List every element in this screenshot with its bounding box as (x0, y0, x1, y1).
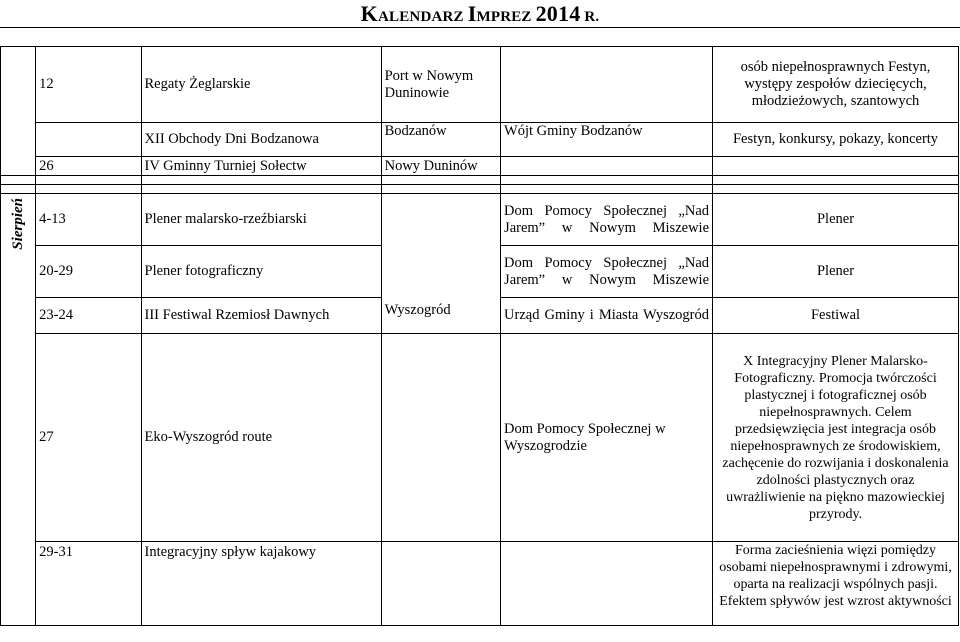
event-organizer (501, 542, 713, 626)
document-header (0, 0, 960, 28)
event-organizer (501, 157, 713, 176)
event-day (36, 123, 141, 157)
event-day: 26 (36, 157, 141, 176)
event-notes: osób niepełnosprawnych Festyn, występy zespołów dziecięcych, młodzieżowych, szantowych (713, 47, 959, 123)
table-row (1, 185, 959, 194)
event-place: Nowy Duninów (381, 157, 500, 176)
event-organizer: Urząd Gminy i Miasta Wyszogród (501, 298, 713, 334)
table-row (1, 334, 959, 542)
event-name: XII Obchody Dni Bodzanowa (141, 123, 381, 157)
table-row (1, 194, 959, 246)
event-organizer: Dom Pomocy Społecznej w Wyszogrodzie (501, 334, 713, 542)
event-name: Eko-Wyszogród route (141, 334, 381, 542)
events-table (0, 46, 959, 626)
event-notes: Plener (713, 246, 959, 298)
event-organizer: Wójt Gminy Bodzanów (501, 123, 713, 157)
event-notes: Forma zacieśnienia więzi pomiędzy osobami niepełnosprawnymi i zdrowymi, oparta na realizacji wspólnych pasji. Efektem spływów jest wzrost aktywności (713, 542, 959, 626)
event-notes: Festiwal (713, 298, 959, 334)
event-organizer: Dom Pomocy Społecznej „Nad Jarem” w Nowym Miszewie (501, 194, 713, 246)
event-place: Port w Nowym Duninowie (381, 47, 500, 123)
table-row (1, 542, 959, 626)
table-row (1, 157, 959, 176)
event-name: Integracyjny spływ kajakowy (141, 542, 381, 626)
month-cell (1, 194, 36, 626)
event-day: 27 (36, 334, 141, 542)
month-label: Sierpień (9, 198, 26, 250)
event-name: Plener fotograficzny (141, 246, 381, 298)
event-organizer: Dom Pomocy Społecznej „Nad Jarem” w Nowym Miszewie (501, 246, 713, 298)
event-day: 4-13 (36, 194, 141, 246)
event-day: 12 (36, 47, 141, 123)
header-divider (0, 27, 960, 28)
event-place: Bodzanów (381, 123, 500, 157)
table-row (1, 176, 959, 185)
event-name: III Festiwal Rzemiosł Dawnych (141, 298, 381, 334)
event-name: Plener malarsko-rzeźbiarski (141, 194, 381, 246)
event-notes: Plener (713, 194, 959, 246)
event-day: 29-31 (36, 542, 141, 626)
event-day: 20-29 (36, 246, 141, 298)
table-row (1, 47, 959, 123)
event-place (381, 334, 500, 542)
event-notes (713, 157, 959, 176)
event-place (381, 542, 500, 626)
event-name: Regaty Żeglarskie (141, 47, 381, 123)
table-row (1, 123, 959, 157)
document-title: KALENDARZ IMPREZ 2014 R. (360, 1, 600, 26)
event-notes: X Integracyjny Plener Malarsko-Fotograficzny. Promocja twórczości plastycznej i fotograficznej osób niepełnosprawnych. Celem przedsięwzięcia jest integracja osób niepełnosprawnych ze środowiskiem, zachęcenie do rozwijania i doskonalenia zdolności plastycznych oraz uwrażliwienie na piękno mazowieckiej przyrody. (713, 334, 959, 542)
event-organizer (501, 47, 713, 123)
event-day: 23-24 (36, 298, 141, 334)
event-notes: Festyn, konkursy, pokazy, koncerty (713, 123, 959, 157)
event-name: IV Gminny Turniej Sołectw (141, 157, 381, 176)
event-place: Wyszogród (381, 194, 500, 334)
